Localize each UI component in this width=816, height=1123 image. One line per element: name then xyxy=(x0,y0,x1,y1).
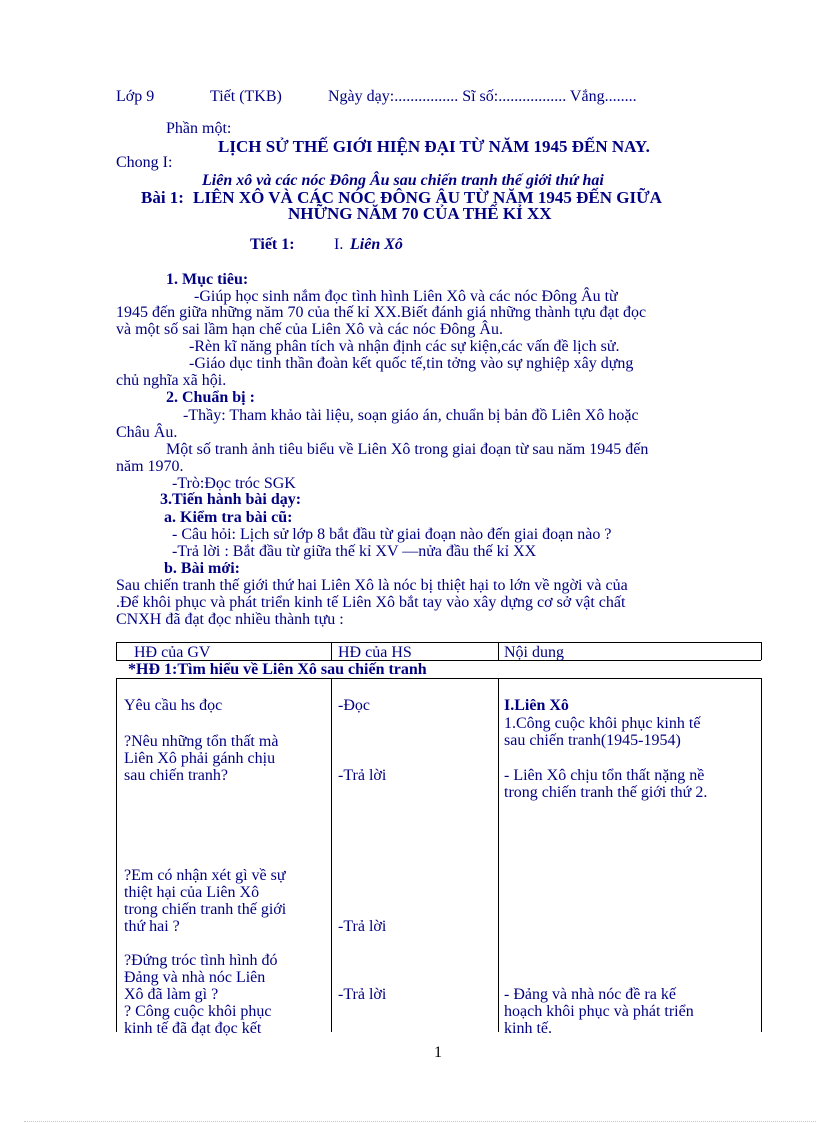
main-title: LỊCH SỬ THẾ GIỚI HIỆN ĐẠI TỪ NĂM 1945 ĐẾN NAY. xyxy=(218,137,650,156)
content-line: sau chiến tranh(1945-1954) xyxy=(504,732,681,749)
gv-cell-line: Xô đã làm gì ? xyxy=(124,986,219,1003)
hs-cell-line: -Đọc xyxy=(338,697,370,714)
content-line: hoạch khôi phục và phát triển xyxy=(504,1003,694,1020)
page-bottom-edge xyxy=(24,1121,816,1122)
part-label: Phần một: xyxy=(166,120,232,137)
section3a-line: - Câu hỏi: Lịch sử lớp 8 bắt đầu từ giai đoạn nào đến giai đoạn nào ? xyxy=(172,526,612,543)
gv-cell-line: ?Đứng tróc tình hình đó xyxy=(124,952,278,969)
section3b-line: Sau chiến tranh thế giới thứ hai Liên Xô là nóc bị thiệt hại to lớn về ngời và của xyxy=(116,577,628,594)
table-border xyxy=(761,642,762,660)
gv-cell-line: Yêu cầu hs đọc xyxy=(124,697,223,714)
section2-line: Một số tranh ảnh tiêu biểu về Liên Xô trong giai đoạn từ sau năm 1945 đến xyxy=(166,441,649,458)
period-label: Tiết (TKB) xyxy=(210,88,282,105)
gv-cell-line: Đảng và nhà nóc Liên xyxy=(124,969,266,986)
table-header-content: Nội dung xyxy=(504,644,564,661)
table-header-hs: HĐ của HS xyxy=(338,644,412,661)
gv-cell-line: Liên Xô phải gánh chịu xyxy=(124,750,276,767)
section3b-line: CNXH đã đạt đọc nhiều thành tựu : xyxy=(116,611,344,628)
hs-cell-line: -Trả lời xyxy=(338,767,387,784)
table-border xyxy=(116,642,761,643)
table-border xyxy=(498,642,499,660)
section1-heading: 1. Mục tiêu: xyxy=(166,271,249,288)
section2-line: -Trò:Đọc tróc SGK xyxy=(172,475,296,492)
section1-line: -Rèn kĩ năng phân tích và nhận định các sự kiện,các vấn đề lịch sử. xyxy=(189,338,620,355)
chapter-title: Liên xô và các nóc Đông Âu sau chiến tranh thế giới thứ hai xyxy=(202,172,604,189)
gv-cell-line: sau chiến tranh? xyxy=(124,767,228,784)
content-heading: I.Liên Xô xyxy=(504,697,569,714)
activity-heading: *HĐ 1:Tìm hiểu về Liên Xô sau chiến tranh xyxy=(128,661,427,678)
content-line: trong chiến tranh thế giới thứ 2. xyxy=(504,784,708,801)
hs-cell-line: -Trả lời xyxy=(338,918,387,935)
table-border xyxy=(116,678,117,1032)
gv-cell-line: thiệt hại của Liên Xô xyxy=(124,884,260,901)
lesson-period-label: Tiết 1: xyxy=(250,236,295,253)
gv-cell-line: ? Công cuộc khôi phục xyxy=(124,1003,272,1020)
section2-line: Châu Âu. xyxy=(116,424,178,441)
gv-cell-line: ?Nêu những tổn thất mà xyxy=(124,733,279,750)
gv-cell-line: kinh tế đã đạt đọc kết xyxy=(124,1020,262,1037)
table-header-gv: HĐ của GV xyxy=(134,644,211,661)
gv-cell-line: ?Em có nhận xét gì về sự xyxy=(124,867,286,884)
table-border xyxy=(116,642,117,660)
gv-cell-line: trong chiến tranh thế giới xyxy=(124,901,287,918)
section2-line: -Thầy: Tham khảo tài liệu, soạn giáo án, chuẩn bị bản đồ Liên Xô hoặc xyxy=(183,407,639,424)
lesson-label: Bài 1: xyxy=(141,188,184,207)
lesson-period-num: I. xyxy=(334,236,344,253)
lesson-period-topic: Liên Xô xyxy=(350,236,403,253)
table-border xyxy=(331,678,332,1032)
page-number: 1 xyxy=(434,1044,442,1061)
section2-line: năm 1970. xyxy=(116,458,184,475)
table-border xyxy=(498,678,499,1032)
date-line: Ngày dạy:................ Sĩ số:................. Vắng........ xyxy=(328,88,637,105)
section3a-heading: a. Kiểm tra bài cũ: xyxy=(164,509,293,526)
section3-heading: 3.Tiến hành bài dạy: xyxy=(160,491,302,508)
content-line: 1.Công cuộc khôi phục kinh tế xyxy=(504,715,701,732)
hs-cell-line: -Trả lời xyxy=(338,986,387,1003)
chapter-label: Chong I: xyxy=(116,154,173,171)
section2-heading: 2. Chuẩn bị : xyxy=(166,389,255,406)
lesson-title-line1: LIÊN XÔ VÀ CÁC NÓC ĐÔNG ÂU TỪ NĂM 1945 ĐẾN GIỮA xyxy=(193,188,662,207)
grade-label: Lớp 9 xyxy=(116,88,155,105)
table-border xyxy=(761,678,762,1032)
section3b-heading: b. Bài mới: xyxy=(164,560,240,577)
section3a-line: -Trả lời : Bắt đầu từ giữa thế kỉ XV —nửa đầu thế kỉ XX xyxy=(172,543,537,560)
table-border xyxy=(116,678,761,679)
section1-line: -Giúp học sinh nắm đọc tình hình Liên Xô và các nóc Đông Âu từ xyxy=(194,288,618,305)
table-border xyxy=(331,642,332,660)
gv-cell-line: thứ hai ? xyxy=(124,918,180,935)
content-line: - Liên Xô chịu tổn thất nặng nề xyxy=(504,767,705,784)
section1-line: -Giáo dục tinh thần đoàn kết quốc tế,tin tởng vào sự nghiệp xây dựng xyxy=(189,355,634,372)
section1-line: 1945 đến giữa những năm 70 của thế kỉ XX.Biết đánh giá những thành tựu đạt đọc xyxy=(116,304,647,321)
content-line: - Đảng và nhà nóc đề ra kế xyxy=(504,986,676,1003)
section3b-line: .Để khôi phục và phát triển kinh tế Liên Xô bắt tay vào xây dựng cơ sở vật chất xyxy=(116,594,626,611)
section1-line: chủ nghĩa xã hội. xyxy=(116,372,227,389)
lesson-title-line2: NHỮNG NĂM 70 CỦA THẾ KỈ XX xyxy=(288,204,552,223)
content-line: kinh tế. xyxy=(504,1020,552,1037)
section1-line: và một số sai lầm hạn chế của Liên Xô và các nóc Đông Âu. xyxy=(116,321,503,338)
